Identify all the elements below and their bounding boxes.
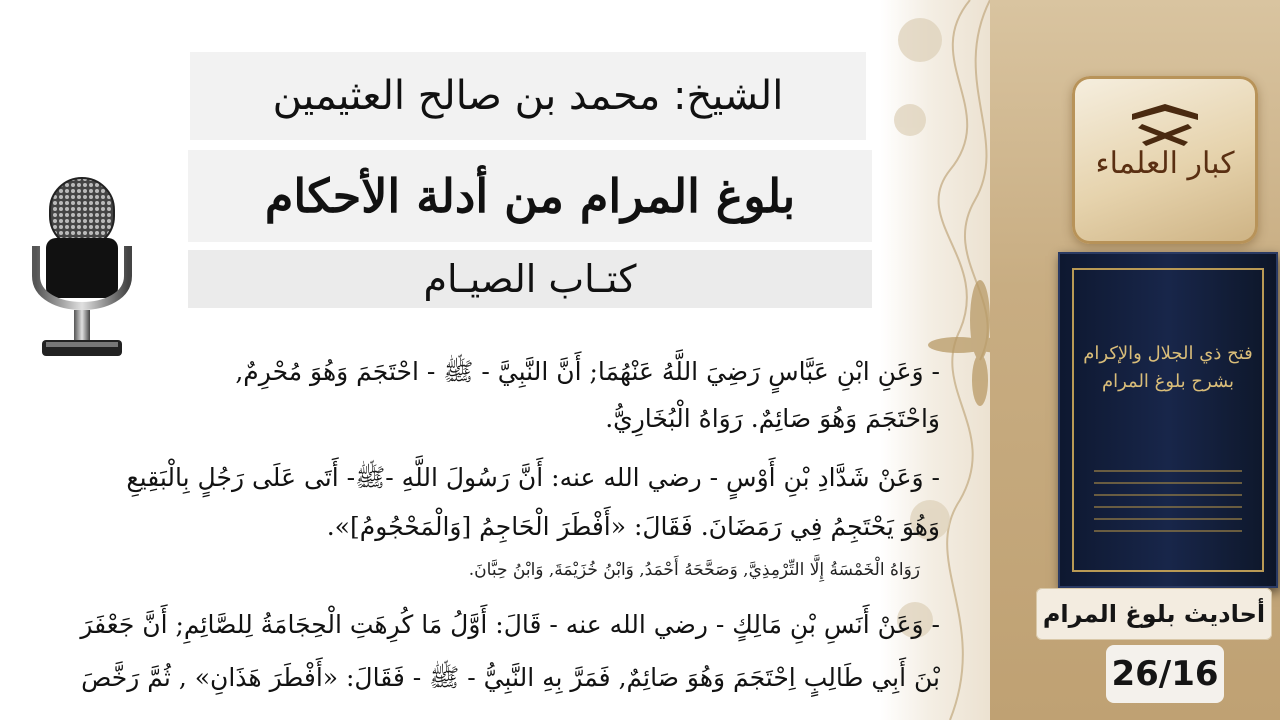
hadith-2-line-2: وَهُوَ يَحْتَجِمُ فِي رَمَضَانَ. فَقَالَ: «أَفْطَرَ الْحَاجِمُ [وَالْمَحْجُومُ]». (326, 512, 940, 541)
book-title: بلوغ المرام من أدلة الأحكام (188, 150, 872, 242)
quran-stand-icon (1072, 84, 1258, 154)
book-cover-title: فتح ذي الجلال والإكرام بشرح بلوغ المرام (1083, 343, 1253, 392)
channel-logo (1072, 76, 1258, 244)
hadith-3-line-2: بْنَ أَبِي طَالِبٍ اِحْتَجَمَ وَهُوَ صَائِمٌ, فَمَرَّ بِهِ النَّبِيُّ - ﷺ - فَقَالَ: «أَفْطَرَ هَذَانِ» , ثُمَّ رَخَّصَ (81, 663, 940, 692)
chapter-title: كتـاب الصيـام (188, 250, 872, 308)
hadith-1-line-2: وَاحْتَجَمَ وَهُوَ صَائِمٌ. رَوَاهُ الْبُخَارِيُّ. (605, 404, 940, 433)
hadith-1-line-1: - وَعَنِ ابْنِ عَبَّاسٍ رَضِيَ اللَّهُ عَنْهُمَا; أَنَّ النَّبِيَّ - ﷺ - احْتَجَمَ وَهُوَ مُحْرِمٌ, (235, 357, 940, 386)
hadith-2-line-1: - وَعَنْ شَدَّادِ بْنِ أَوْسٍ - رضي الله عنه: أَنَّ رَسُولَ اللَّهِ -ﷺ- أَتَى عَلَى رَجُلٍ بِالْبَقِيعِ (126, 463, 940, 492)
hadith-2-source: رَوَاهُ الْخَمْسَةُ إِلَّا التِّرْمِذِيَّ, وَصَحَّحَهُ أَحْمَدُ, وَابْنُ خُزَيْمَةَ, وَابْنُ حِبَّانَ. (468, 560, 920, 580)
book-cover (1058, 252, 1278, 588)
logo-text: كبار العلماء (1095, 146, 1235, 181)
sheikh-name: الشيخ: محمد بن صالح العثيمين (190, 52, 866, 140)
book-cover-frame (1072, 268, 1264, 572)
series-label: أحاديث بلوغ المرام (1036, 588, 1272, 640)
episode-counter: 26/16 (1106, 645, 1224, 703)
book-cover-lines (1094, 460, 1242, 542)
microphone-icon (22, 176, 142, 366)
hadith-3-line-1: - وَعَنْ أَنَسِ بْنِ مَالِكٍ - رضي الله عنه - قَالَ: أَوَّلُ مَا كُرِهَتِ الْحِجَامَةُ لِلصَّائِمِ; أَنَّ جَعْفَرَ (80, 610, 940, 639)
